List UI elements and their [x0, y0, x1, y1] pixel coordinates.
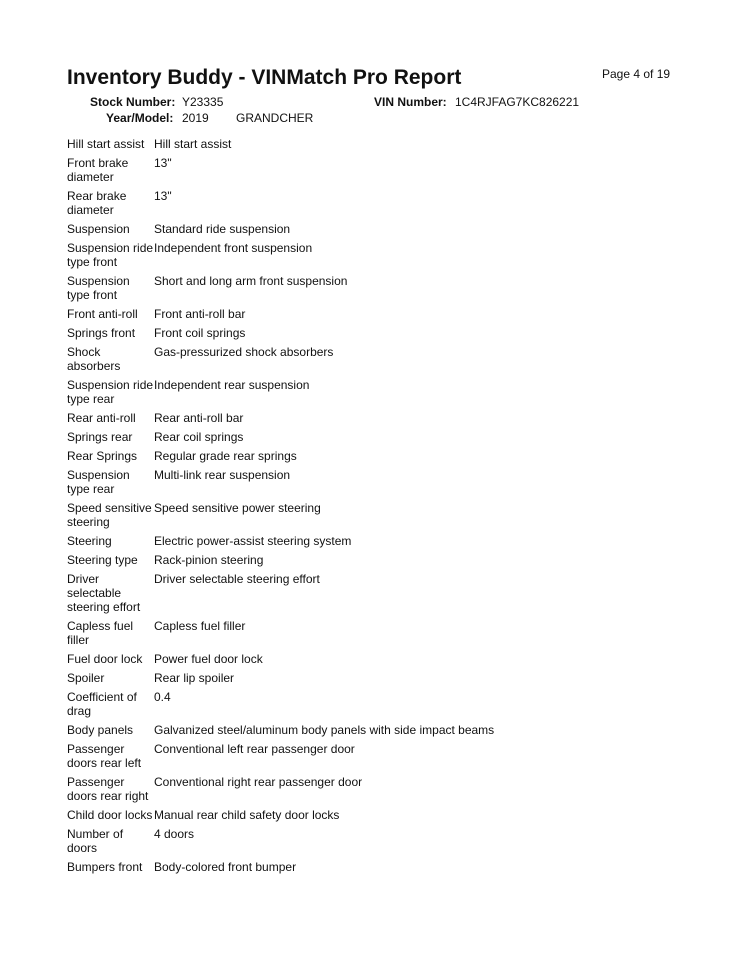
spec-row — [67, 427, 494, 446]
spec-value: Conventional right rear passenger door — [154, 775, 363, 789]
spec-value: Front anti-roll bar — [154, 307, 246, 321]
spec-value: Body-colored front bumper — [154, 860, 297, 874]
report-title: Inventory Buddy - VINMatch Pro Report — [67, 66, 462, 89]
spec-row — [67, 238, 494, 271]
spec-row — [67, 271, 494, 304]
spec-value: Regular grade rear springs — [154, 449, 297, 463]
spec-row — [67, 772, 494, 805]
spec-value: Multi-link rear suspension — [154, 468, 291, 482]
spec-row — [67, 465, 494, 498]
spec-value: Gas-pressurized shock absorbers — [154, 345, 334, 359]
vin-value: 1C4RJFAG7KC826221 — [455, 95, 580, 109]
spec-row — [67, 687, 494, 720]
spec-label: Front brake diameter — [67, 156, 129, 184]
spec-label: Spoiler — [67, 671, 105, 685]
spec-row — [67, 342, 494, 375]
stock-number-value: Y23335 — [182, 95, 224, 109]
spec-value: 13" — [154, 156, 172, 170]
spec-label: Steering type — [67, 553, 138, 567]
spec-label: Coefficient of drag — [67, 690, 137, 718]
spec-label: Suspension ride type front — [67, 241, 154, 269]
spec-row — [67, 739, 494, 772]
spec-row — [67, 375, 494, 408]
spec-value: Manual rear child safety door locks — [154, 808, 340, 822]
spec-label: Rear brake diameter — [67, 189, 127, 217]
spec-value: Electric power-assist steering system — [154, 534, 352, 548]
spec-label: Rear Springs — [67, 449, 138, 463]
spec-row — [67, 219, 494, 238]
spec-row — [67, 857, 494, 876]
spec-row — [67, 550, 494, 569]
spec-label: Steering — [67, 534, 112, 548]
spec-label: Capless fuel filler — [67, 619, 134, 647]
spec-value: Front coil springs — [154, 326, 246, 340]
spec-row — [67, 408, 494, 427]
spec-label: Passenger doors rear right — [67, 775, 149, 803]
spec-value: Galvanized steel/aluminum body panels with side impact beams — [154, 723, 495, 737]
spec-value: Driver selectable steering effort — [154, 572, 320, 586]
spec-table-body — [67, 134, 494, 876]
spec-label: Speed sensitive steering — [67, 501, 152, 529]
stock-number-label: Stock Number: — [90, 95, 176, 109]
vin-label: VIN Number: — [374, 95, 447, 109]
spec-row — [67, 446, 494, 465]
spec-row — [67, 805, 494, 824]
spec-label: Suspension — [67, 222, 130, 236]
spec-row — [67, 304, 494, 323]
spec-value: Hill start assist — [154, 137, 232, 151]
spec-table — [67, 134, 494, 876]
spec-row — [67, 153, 494, 186]
spec-label: Passenger doors rear left — [67, 742, 142, 770]
spec-label: Body panels — [67, 723, 134, 737]
spec-value: Conventional left rear passenger door — [154, 742, 355, 756]
spec-value: Independent front suspension — [154, 241, 313, 255]
spec-value: Power fuel door lock — [154, 652, 263, 666]
spec-row — [67, 668, 494, 687]
spec-label: Rear anti-roll — [67, 411, 136, 425]
spec-row — [67, 186, 494, 219]
spec-value: 0.4 — [154, 690, 171, 704]
spec-row — [67, 649, 494, 668]
spec-value: Rear anti-roll bar — [154, 411, 244, 425]
year-value: 2019 — [182, 111, 209, 125]
spec-value: Speed sensitive power steering — [154, 501, 321, 515]
spec-label: Fuel door lock — [67, 652, 143, 666]
page-indicator: Page 4 of 19 — [602, 67, 671, 81]
spec-value: Short and long arm front suspension — [154, 274, 348, 288]
spec-label: Springs front — [67, 326, 136, 340]
spec-value: Rack-pinion steering — [154, 553, 264, 567]
spec-label: Shock absorbers — [67, 345, 121, 373]
spec-row — [67, 531, 494, 550]
spec-value: Capless fuel filler — [154, 619, 246, 633]
spec-value: Rear lip spoiler — [154, 671, 235, 685]
spec-label: Driver selectable steering effort — [67, 572, 141, 614]
spec-label: Springs rear — [67, 430, 133, 444]
spec-value: 13" — [154, 189, 172, 203]
spec-label: Suspension type front — [67, 274, 130, 302]
spec-row — [67, 616, 494, 649]
spec-row — [67, 323, 494, 342]
model-value: GRANDCHER — [236, 111, 314, 125]
spec-label: Front anti-roll — [67, 307, 138, 321]
spec-row — [67, 498, 494, 531]
spec-value: Standard ride suspension — [154, 222, 291, 236]
spec-value: Rear coil springs — [154, 430, 244, 444]
spec-label: Child door locks — [67, 808, 153, 822]
spec-row — [67, 720, 494, 739]
spec-row — [67, 134, 494, 153]
spec-value: Independent rear suspension — [154, 378, 310, 392]
spec-label: Bumpers front — [67, 860, 143, 874]
spec-label: Hill start assist — [67, 137, 145, 151]
spec-row — [67, 824, 494, 857]
spec-label: Suspension type rear — [67, 468, 130, 496]
year-model-label: Year/Model: — [106, 111, 174, 125]
spec-label: Number of doors — [67, 827, 124, 855]
spec-value: 4 doors — [154, 827, 195, 841]
spec-label: Suspension ride type rear — [67, 378, 154, 406]
spec-row — [67, 569, 494, 616]
